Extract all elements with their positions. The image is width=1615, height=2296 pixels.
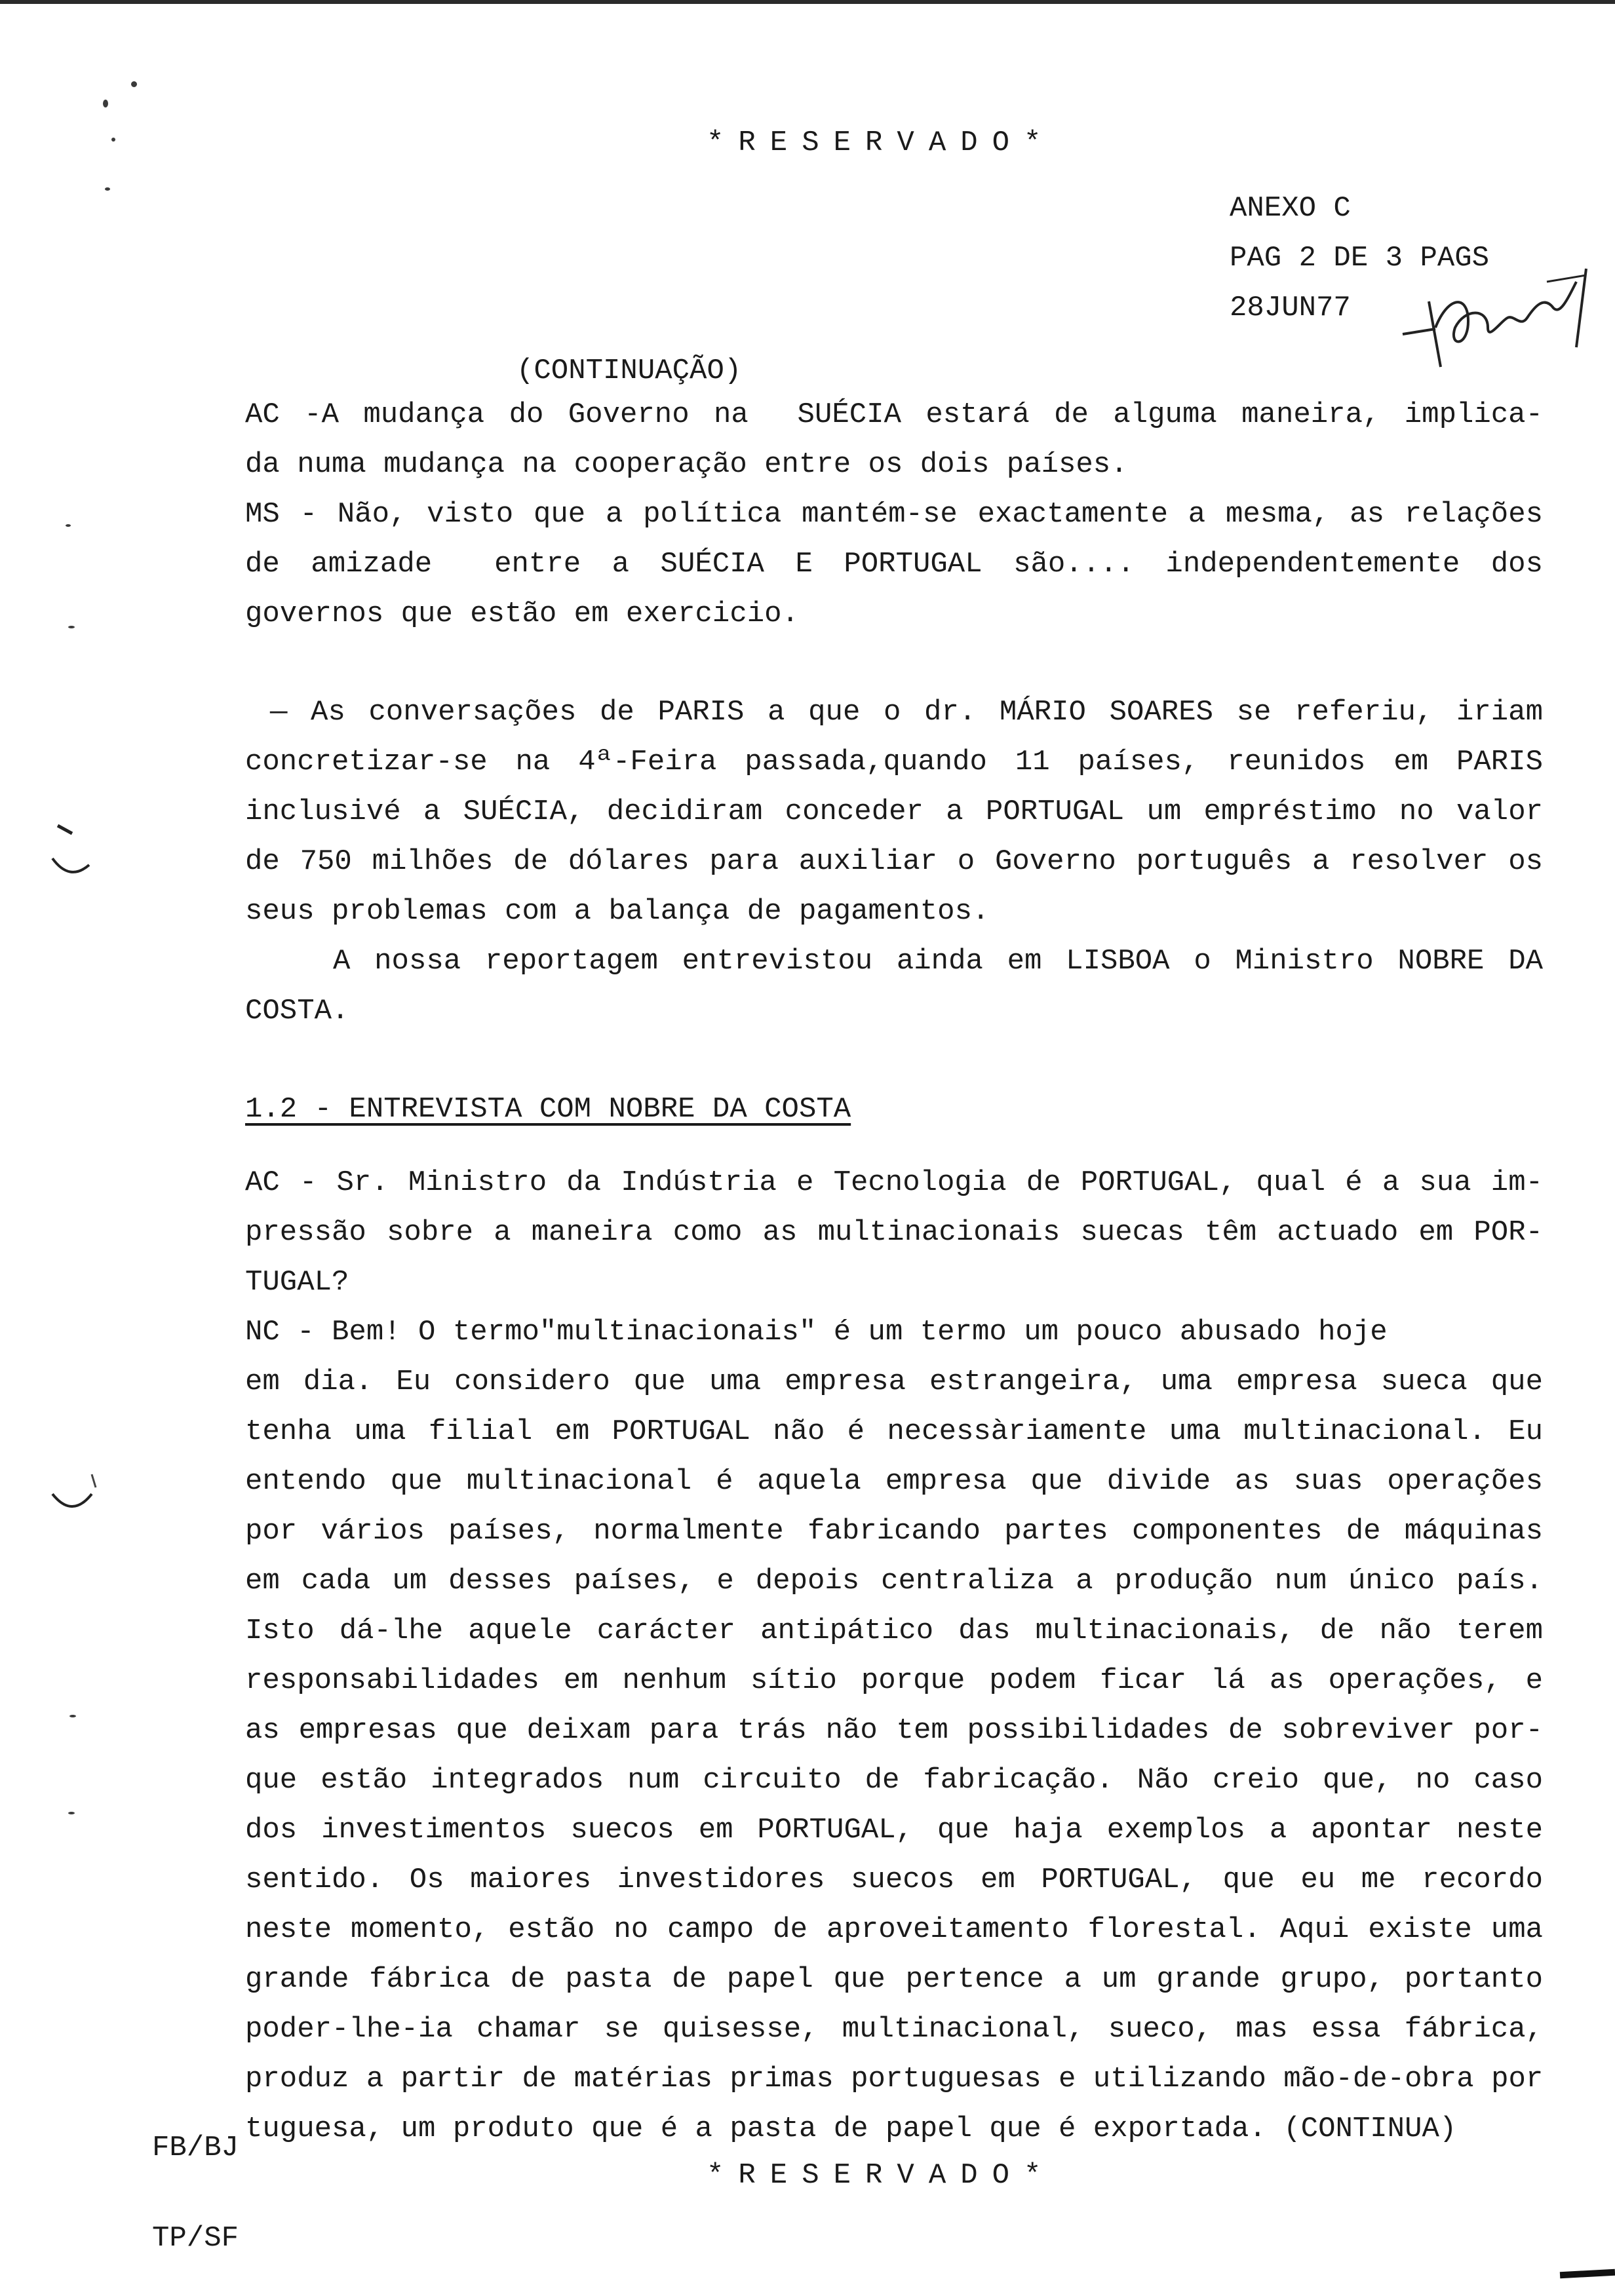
text-line: inclusivé a SUÉCIA, decidiram conceder a PORTUGAL um empréstimo no valor <box>245 795 1543 828</box>
text-line: neste momento, estão no campo de aproveitamento florestal. Aqui existe uma <box>245 1913 1543 1946</box>
margin-mark <box>68 1812 75 1814</box>
page-number: PAG 2 DE 3 PAGS <box>1230 242 1490 275</box>
reference-code: FB/BJ <box>152 2132 239 2164</box>
margin-mark <box>105 187 110 191</box>
text-line: tenha uma filial em PORTUGAL não é necessàriamente uma multinacional. Eu <box>245 1415 1543 1448</box>
continuation-label: (CONTINUAÇÃO) <box>516 354 742 387</box>
text-line: TUGAL? <box>245 1266 349 1299</box>
text-line: de amizade entre a SUÉCIA E PORTUGAL são.... independentemente dos <box>245 548 1543 581</box>
text-line: que estão integrados num circuito de fabricação. Não creio que, no caso <box>245 1764 1543 1797</box>
text-line: pressão sobre a maneira como as multinacionais suecas têm actuado em POR- <box>245 1216 1543 1249</box>
text-line: em dia. Eu considero que uma empresa estrangeira, uma empresa sueca que <box>245 1366 1543 1398</box>
top-border-line <box>0 0 1615 4</box>
text-line: governos que estão em exercicio. <box>245 598 799 630</box>
handwritten-signature <box>1390 256 1612 380</box>
margin-mark <box>111 138 115 142</box>
text-line: COSTA. <box>245 995 349 1027</box>
text-line: poder-lhe-ia chamar se quisesse, multinacional, sueco, mas essa fábrica, <box>245 2013 1543 2046</box>
text-line: AC - Sr. Ministro da Indústria e Tecnologia de PORTUGAL, qual é a sua im- <box>245 1166 1543 1199</box>
text-line: NC - Bem! O termo"multinacionais" é um termo um pouco abusado hoje <box>245 1316 1388 1349</box>
text-line: em cada um desses países, e depois centraliza a produção num único país. <box>245 1565 1543 1598</box>
document-date: 28JUN77 <box>1230 292 1351 324</box>
margin-mark <box>69 1715 76 1717</box>
margin-mark <box>131 81 137 87</box>
text-line: entendo que multinacional é aquela empresa que divide as suas operações <box>245 1465 1543 1498</box>
text-line: AC -A mudança do Governo na SUÉCIA estará de alguma maneira, implica- <box>245 398 1543 431</box>
text-line: as empresas que deixam para trás não tem possibilidades de sobreviver por- <box>245 1714 1543 1747</box>
text-line: tuguesa, um produto que é a pasta de papel que é exportada. (CONTINUA) <box>245 2113 1457 2145</box>
text-line: da numa mudança na cooperação entre os dois países. <box>245 448 1128 481</box>
classification-header: *RESERVADO* <box>707 126 1056 159</box>
text-line: produz a partir de matérias primas portuguesas e utilizando mão-de-obra por <box>245 2063 1544 2095</box>
binder-hole-mark <box>46 819 98 891</box>
text-line: responsabilidades em nenhum sítio porque podem ficar lá as operações, e <box>245 1664 1543 1697</box>
margin-mark <box>68 626 75 628</box>
text-line: sentido. Os maiores investidores suecos em PORTUGAL, que eu me recordo <box>245 1864 1543 1896</box>
text-line: A nossa reportagem entrevistou ainda em LISBOA o Ministro NOBRE DA <box>333 945 1543 978</box>
text-line: seus problemas com a balança de pagamentos. <box>245 895 990 928</box>
text-line: Isto dá-lhe aquele carácter antipático das multinacionais, de não terem <box>245 1615 1543 1647</box>
classification-footer: *RESERVADO* <box>707 2159 1056 2192</box>
reference-code: TP/SF <box>152 2222 239 2255</box>
text-line: grande fábrica de pasta de papel que pertence a um grande grupo, portanto <box>245 1963 1543 1996</box>
binder-hole-mark <box>46 1455 105 1527</box>
text-line: MS - Não, visto que a política mantém-se exactamente a mesma, as relações <box>245 498 1543 531</box>
section-heading: 1.2 - ENTREVISTA COM NOBRE DA COSTA <box>245 1093 851 1126</box>
text-line: dos investimentos suecos em PORTUGAL, que haja exemplos a apontar neste <box>245 1814 1543 1846</box>
text-line: de 750 milhões de dólares para auxiliar o Governo português a resolver os <box>245 845 1543 878</box>
bottom-edge-mark <box>1560 2269 1615 2278</box>
text-line: concretizar-se na 4ª-Feira passada,quando 11 países, reunidos em PARIS <box>245 746 1543 778</box>
margin-mark <box>103 100 108 107</box>
text-line: — As conversações de PARIS a que o dr. MÁRIO SOARES se referiu, iriam <box>270 696 1543 729</box>
text-line: por vários países, normalmente fabricando partes componentes de máquinas <box>245 1515 1543 1548</box>
margin-mark <box>66 524 71 527</box>
annex-label: ANEXO C <box>1230 192 1351 225</box>
